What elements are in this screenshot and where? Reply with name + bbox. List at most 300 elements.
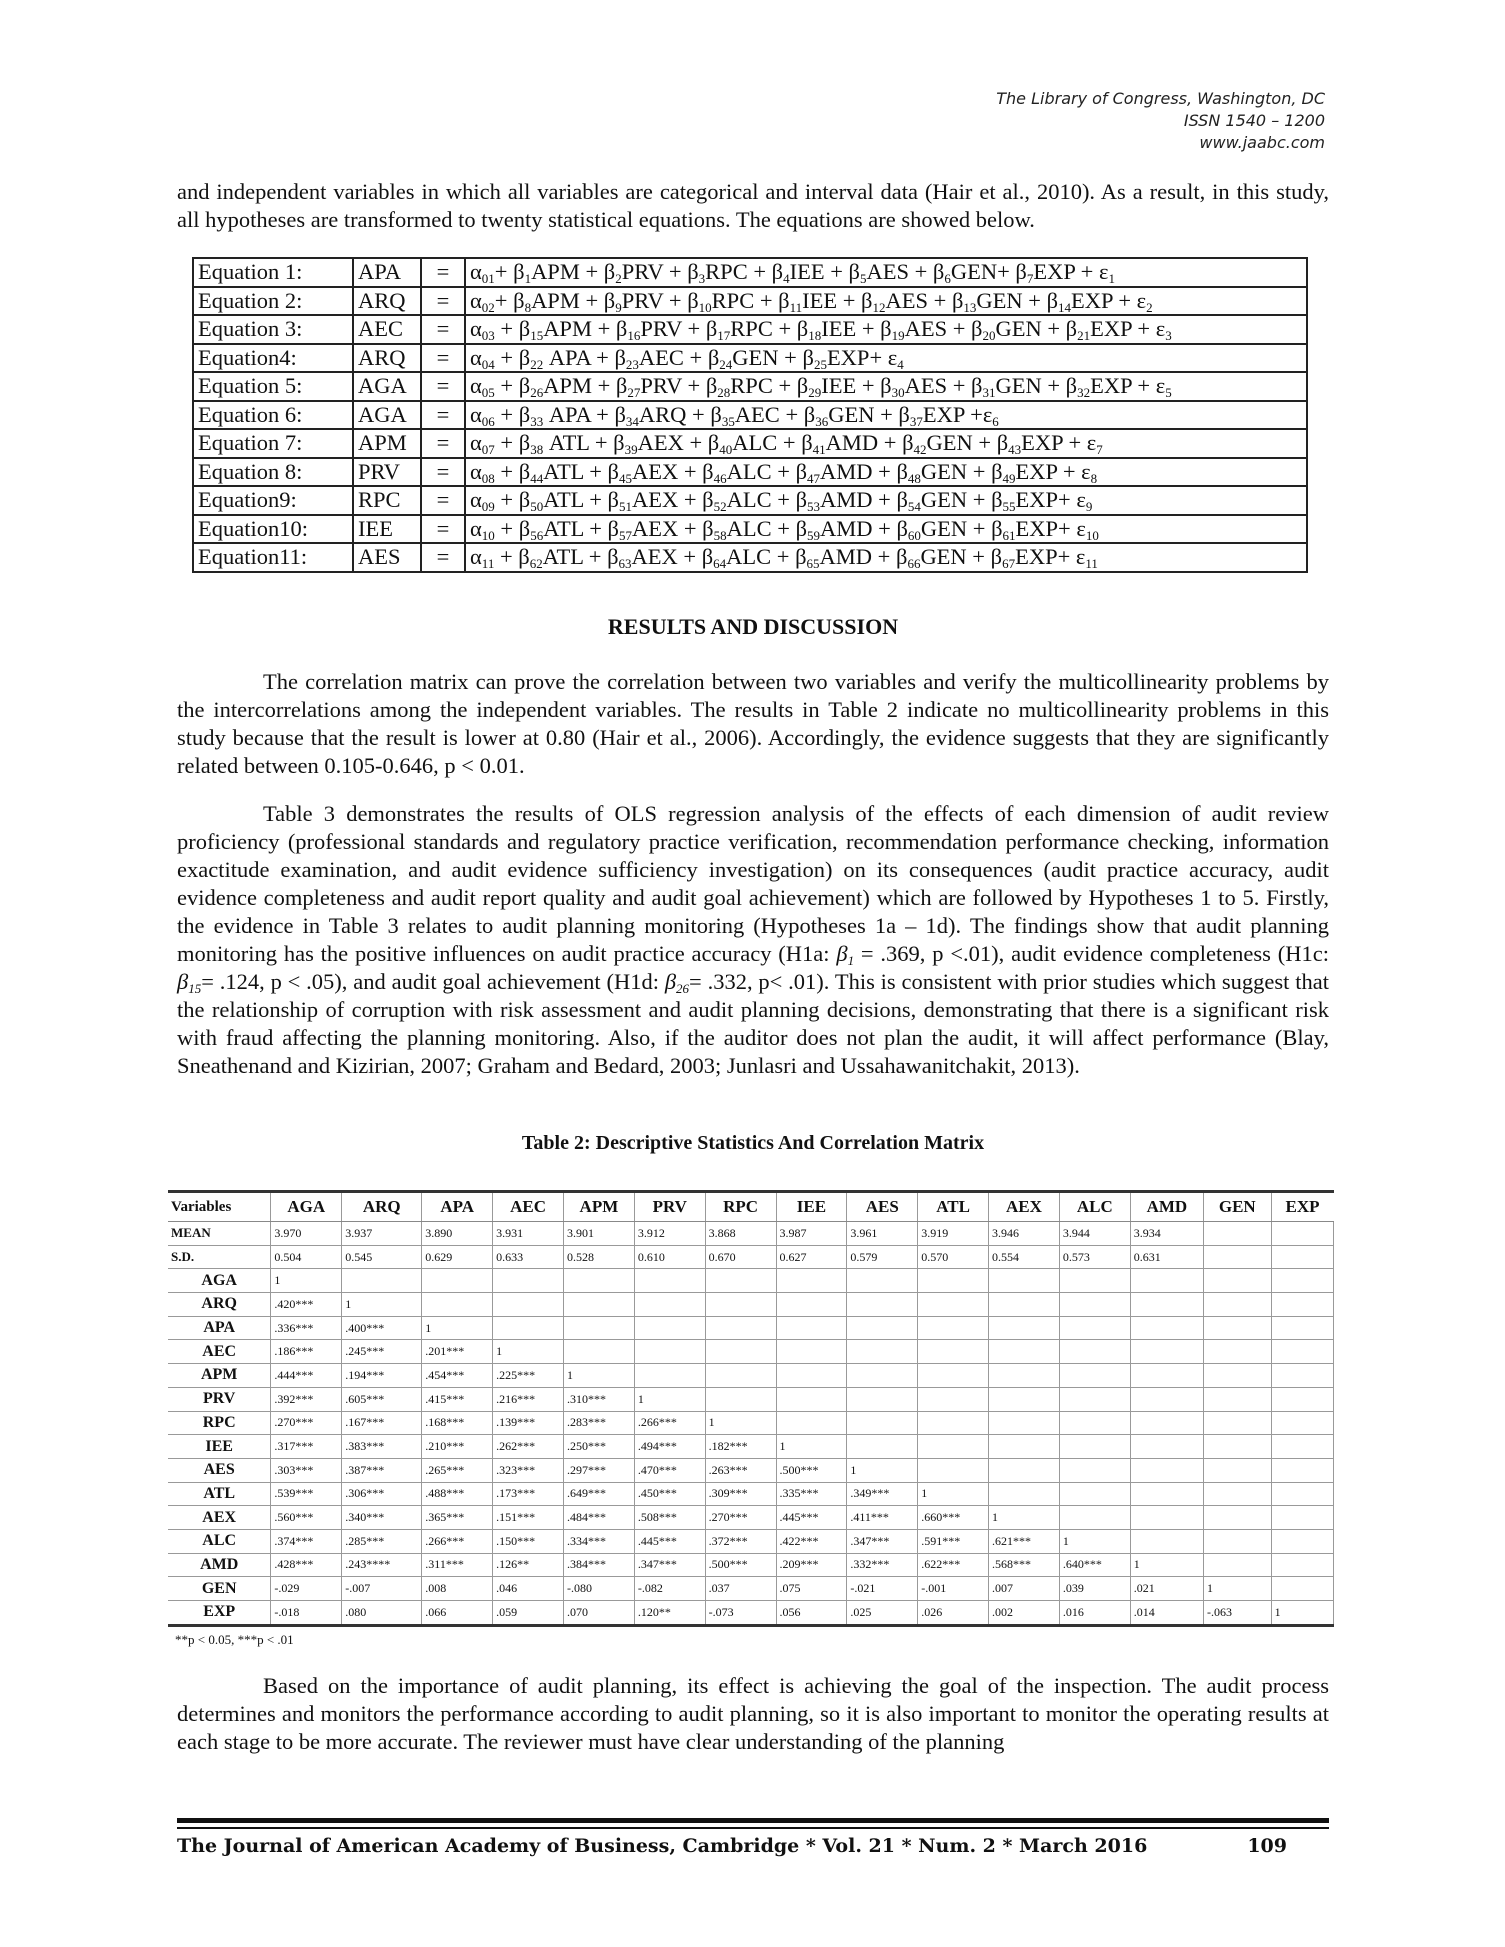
- table-cell: [989, 1435, 1060, 1459]
- table-cell: [1204, 1293, 1272, 1317]
- equation-rhs: $\alpha_{05} + \beta_{26}APM + \beta_{27}PRV + \beta_{28}RPC + \beta_{29}IEE + \beta_{30}AES + \beta_{31}GEN + \beta_{32}EXP + \varepsilon_5$: [465, 372, 1307, 401]
- table-cell: .494***: [634, 1435, 705, 1459]
- table-cell: [1204, 1458, 1272, 1482]
- journal-footer: [177, 1835, 1287, 1857]
- equation-row: [193, 429, 1307, 458]
- table-cell: 3.937: [342, 1222, 422, 1246]
- equation-rhs: $\alpha_{09} + \beta_{50}ATL + \beta_{51}AEX + \beta_{52}ALC + \beta_{53}AMD + \beta_{54}GEN + \beta_{55}EXP+ \varepsilon_9$: [465, 486, 1307, 515]
- column-header: AMD: [1130, 1192, 1203, 1222]
- table-cell: .016: [1059, 1601, 1130, 1626]
- equation-dependent: IEE: [353, 515, 421, 544]
- table-cell: .454***: [422, 1364, 493, 1388]
- table-cell: [634, 1316, 705, 1340]
- table-cell: .120**: [634, 1601, 705, 1626]
- table-cell: [1059, 1387, 1130, 1411]
- table-cell: .250***: [563, 1435, 634, 1459]
- page-number: 109: [1247, 1835, 1287, 1857]
- table-cell: .139***: [493, 1411, 564, 1435]
- table-cell: 1: [634, 1387, 705, 1411]
- table-cell: [422, 1269, 493, 1293]
- table-cell: .126**: [493, 1553, 564, 1577]
- table-cell: .539***: [271, 1482, 342, 1506]
- column-header: APM: [563, 1192, 634, 1222]
- table-cell: .026: [918, 1601, 989, 1626]
- table-row: [168, 1435, 1334, 1459]
- table-cell: .210***: [422, 1435, 493, 1459]
- table-row: [168, 1340, 1334, 1364]
- table-cell: .266***: [634, 1411, 705, 1435]
- column-header: Variables: [168, 1192, 271, 1222]
- table-cell: [1059, 1458, 1130, 1482]
- table-row: [168, 1577, 1334, 1601]
- table-cell: [1271, 1411, 1333, 1435]
- table-cell: 0.528: [563, 1245, 634, 1269]
- table-cell: [563, 1293, 634, 1317]
- column-header: AES: [847, 1192, 918, 1222]
- equation-label: Equation 3:: [193, 315, 353, 344]
- table-cell: 0.579: [847, 1245, 918, 1269]
- equation-dependent: APA: [353, 258, 421, 287]
- table-cell: 0.573: [1059, 1245, 1130, 1269]
- table-cell: [1271, 1293, 1333, 1317]
- equals-sign: =: [421, 486, 465, 515]
- table-cell: .059: [493, 1601, 564, 1626]
- table-row: [168, 1269, 1334, 1293]
- table-cell: [1204, 1482, 1272, 1506]
- equals-sign: =: [421, 287, 465, 316]
- table-cell: .263***: [705, 1458, 776, 1482]
- table-cell: [847, 1435, 918, 1459]
- running-header: [996, 88, 1325, 154]
- table-cell: .660***: [918, 1506, 989, 1530]
- table-cell: .266***: [422, 1529, 493, 1553]
- table-cell: [1271, 1458, 1333, 1482]
- table-cell: [776, 1411, 847, 1435]
- equation-row: [193, 258, 1307, 287]
- row-label: AGA: [168, 1269, 271, 1293]
- equation-row: [193, 486, 1307, 515]
- equation-rhs: $\alpha_{04} + \beta_{22}$ APA + $\beta_{23}AEC + \beta_{24}GEN + \beta_{25}EXP+ \varepsilon_4$: [465, 344, 1307, 373]
- row-label: PRV: [168, 1387, 271, 1411]
- equation-row: [193, 344, 1307, 373]
- table-cell: .605***: [342, 1387, 422, 1411]
- table-cell: [1204, 1435, 1272, 1459]
- table-cell: [989, 1269, 1060, 1293]
- table-cell: .484***: [563, 1506, 634, 1530]
- table-note: **p < 0.05, ***p < .01: [175, 1632, 294, 1647]
- equals-sign: =: [421, 543, 465, 572]
- table-cell: .007: [989, 1577, 1060, 1601]
- table-cell: .640***: [1059, 1553, 1130, 1577]
- table-cell: .046: [493, 1577, 564, 1601]
- equals-sign: =: [421, 458, 465, 487]
- table-cell: .374***: [271, 1529, 342, 1553]
- equation-rhs: $\alpha_{11} + \beta_{62}ATL + \beta_{63}AEX + \beta_{64}ALC + \beta_{65}AMD + \beta_{66}GEN + \beta_{67}EXP+ \varepsilon_{11}$: [465, 543, 1307, 572]
- table-cell: [705, 1316, 776, 1340]
- table-cell: .311***: [422, 1553, 493, 1577]
- table-cell: [918, 1458, 989, 1482]
- table-cell: [918, 1293, 989, 1317]
- table-cell: [1271, 1529, 1333, 1553]
- table-cell: 3.912: [634, 1222, 705, 1246]
- footer-rule-thin: [177, 1827, 1329, 1829]
- table-cell: .021: [1130, 1577, 1203, 1601]
- table-cell: .340***: [342, 1506, 422, 1530]
- table-cell: 1: [422, 1316, 493, 1340]
- correlation-table: [168, 1190, 1334, 1627]
- table-cell: .347***: [847, 1529, 918, 1553]
- equation-label: Equation 8:: [193, 458, 353, 487]
- table-cell: .309***: [705, 1482, 776, 1506]
- table-cell: [918, 1364, 989, 1388]
- table-cell: [1204, 1506, 1272, 1530]
- table-cell: .349***: [847, 1482, 918, 1506]
- equation-table: [192, 257, 1308, 573]
- table-cell: [634, 1293, 705, 1317]
- table-cell: 1: [493, 1340, 564, 1364]
- table-cell: [847, 1269, 918, 1293]
- table-cell: .372***: [705, 1529, 776, 1553]
- table-cell: 3.931: [493, 1222, 564, 1246]
- table-cell: -.063: [1204, 1601, 1272, 1626]
- table-cell: .014: [1130, 1601, 1203, 1626]
- table-cell: .025: [847, 1601, 918, 1626]
- table-cell: .168***: [422, 1411, 493, 1435]
- table-cell: [776, 1364, 847, 1388]
- table-cell: [1059, 1506, 1130, 1530]
- table-cell: 0.633: [493, 1245, 564, 1269]
- table-cell: .365***: [422, 1506, 493, 1530]
- table-cell: [1204, 1411, 1272, 1435]
- table-cell: 1: [776, 1435, 847, 1459]
- table-cell: [1130, 1316, 1203, 1340]
- row-label: EXP: [168, 1601, 271, 1626]
- header-line-2: ISSN 1540 – 1200: [1183, 111, 1325, 130]
- table-cell: .500***: [776, 1458, 847, 1482]
- table-cell: .151***: [493, 1506, 564, 1530]
- row-label: APA: [168, 1316, 271, 1340]
- table-row: [168, 1553, 1334, 1577]
- table-cell: .285***: [342, 1529, 422, 1553]
- table-cell: [1130, 1293, 1203, 1317]
- footer-rule: [177, 1818, 1329, 1823]
- table-cell: .225***: [493, 1364, 564, 1388]
- column-header: RPC: [705, 1192, 776, 1222]
- column-header: ALC: [1059, 1192, 1130, 1222]
- table-cell: .622***: [918, 1553, 989, 1577]
- table-cell: .392***: [271, 1387, 342, 1411]
- table-cell: .400***: [342, 1316, 422, 1340]
- table-cell: [1204, 1316, 1272, 1340]
- table-cell: 0.629: [422, 1245, 493, 1269]
- table-cell: [1271, 1222, 1333, 1246]
- table-cell: .194***: [342, 1364, 422, 1388]
- table-cell: [1204, 1364, 1272, 1388]
- table-cell: [422, 1293, 493, 1317]
- intro-paragraph: and independent variables in which all variables are categorical and interval data (Hair et al., 2010). As a result, in this study, all hypotheses are transformed to twenty statistical equations. The equations are showed below.: [177, 179, 1329, 232]
- table-cell: .310***: [563, 1387, 634, 1411]
- row-label: ATL: [168, 1482, 271, 1506]
- table-cell: .209***: [776, 1553, 847, 1577]
- table-cell: [705, 1340, 776, 1364]
- table-cell: [918, 1340, 989, 1364]
- table-cell: 1: [705, 1411, 776, 1435]
- table-cell: [989, 1482, 1060, 1506]
- table-cell: .008: [422, 1577, 493, 1601]
- table-cell: .621***: [989, 1529, 1060, 1553]
- equation-rhs: $\alpha_{10} + \beta_{56}ATL + \beta_{57}AEX + \beta_{58}ALC + \beta_{59}AMD + \beta_{60}GEN + \beta_{61}EXP+ \varepsilon_{10}$: [465, 515, 1307, 544]
- table-cell: [342, 1269, 422, 1293]
- table-cell: [1130, 1529, 1203, 1553]
- table-cell: .387***: [342, 1458, 422, 1482]
- table-cell: 3.961: [847, 1222, 918, 1246]
- paragraph-planning: Based on the importance of audit planning, its effect is achieving the goal of the inspection. The audit process determines and monitors the performance according to audit planning, so it is also important to monitor the operating results at each stage to be more accurate. The reviewer must have clear understanding of the planning: [177, 1673, 1329, 1754]
- table-cell: [1130, 1269, 1203, 1293]
- row-label: S.D.: [168, 1245, 271, 1269]
- table-cell: [918, 1316, 989, 1340]
- paragraph-regression: Table 3 demonstrates the results of OLS regression analysis of the effects of each dimension of audit review proficiency (professional standards and regulatory practice verification, recommendation performance checking, information exactitude examination, and audit evidence sufficiency investigation) on its consequences (audit practice accuracy, audit evidence completeness and audit report quality and audit goal achievement) which are followed by Hypotheses 1 to 5. Firstly, the evidence in Table 3 relates to audit planning monitoring (Hypotheses 1a – 1d). The findings show that audit planning monitoring has the positive influences on audit practice accuracy (H1a: $\beta_1 = .369$, p <.01), audit evidence completeness (H1c: $\beta_{15}= .124$, p < .05), and audit goal achievement (H1d: $\beta_{26}= .332$, p< .01). This is consistent with prior studies which suggest that the relationship of corruption with risk assessment and audit planning decisions, demonstrating that there is a significant risk with fraud affecting the planning monitoring. Also, if the auditor does not plan the audit, it will affect performance (Blay, Sneathenand and Kizirian, 2007; Graham and Bedard, 2003; Junlasri and Ussahawanitchakit, 2013).: [177, 801, 1329, 1078]
- table-cell: .075: [776, 1577, 847, 1601]
- table-cell: [1271, 1577, 1333, 1601]
- table-cell: .384***: [563, 1553, 634, 1577]
- table-cell: [1271, 1364, 1333, 1388]
- row-label: RPC: [168, 1411, 271, 1435]
- table-cell: .306***: [342, 1482, 422, 1506]
- table-cell: .201***: [422, 1340, 493, 1364]
- table-cell: 3.901: [563, 1222, 634, 1246]
- table-cell: [1059, 1411, 1130, 1435]
- table-cell: [776, 1316, 847, 1340]
- equals-sign: =: [421, 315, 465, 344]
- table-cell: [1204, 1529, 1272, 1553]
- table-cell: [705, 1269, 776, 1293]
- table-cell: .317***: [271, 1435, 342, 1459]
- column-header: GEN: [1204, 1192, 1272, 1222]
- table-cell: [705, 1293, 776, 1317]
- table-cell: [918, 1387, 989, 1411]
- table-cell: [1271, 1340, 1333, 1364]
- table-cell: .568***: [989, 1553, 1060, 1577]
- equation-label: Equation 1:: [193, 258, 353, 287]
- table-cell: 0.570: [918, 1245, 989, 1269]
- table-cell: .303***: [271, 1458, 342, 1482]
- row-label: IEE: [168, 1435, 271, 1459]
- table-cell: .450***: [634, 1482, 705, 1506]
- table-cell: 3.987: [776, 1222, 847, 1246]
- table-cell: .056: [776, 1601, 847, 1626]
- table-cell: 0.545: [342, 1245, 422, 1269]
- table-cell: .265***: [422, 1458, 493, 1482]
- table-cell: 3.890: [422, 1222, 493, 1246]
- table-cell: [776, 1269, 847, 1293]
- table-cell: 3.919: [918, 1222, 989, 1246]
- table-cell: [989, 1458, 1060, 1482]
- table-cell: [1204, 1553, 1272, 1577]
- table-cell: .262***: [493, 1435, 564, 1459]
- table-cell: 0.631: [1130, 1245, 1203, 1269]
- table-cell: [634, 1340, 705, 1364]
- equation-label: Equation 7:: [193, 429, 353, 458]
- table-cell: 3.946: [989, 1222, 1060, 1246]
- equals-sign: =: [421, 401, 465, 430]
- column-header: IEE: [776, 1192, 847, 1222]
- table-cell: .428***: [271, 1553, 342, 1577]
- equation-dependent: PRV: [353, 458, 421, 487]
- table-cell: [847, 1293, 918, 1317]
- table-cell: -.021: [847, 1577, 918, 1601]
- table-cell: [776, 1293, 847, 1317]
- equation-label: Equation4:: [193, 344, 353, 373]
- table-cell: [847, 1387, 918, 1411]
- table-row: [168, 1245, 1334, 1269]
- table-cell: [1204, 1340, 1272, 1364]
- table-cell: 1: [1271, 1601, 1333, 1626]
- equation-rhs: $\alpha_{07} + \beta_{38}$ ATL + $\beta_{39}AEX + \beta_{40}ALC + \beta_{41}AMD + \beta_{42}GEN + \beta_{43}EXP + \varepsilon_7$: [465, 429, 1307, 458]
- table-cell: 0.504: [271, 1245, 342, 1269]
- equals-sign: =: [421, 344, 465, 373]
- table-cell: [847, 1411, 918, 1435]
- table-cell: 1: [989, 1506, 1060, 1530]
- row-label: ALC: [168, 1529, 271, 1553]
- table-cell: [634, 1269, 705, 1293]
- table-cell: .649***: [563, 1482, 634, 1506]
- table-cell: .445***: [634, 1529, 705, 1553]
- table-cell: 1: [1059, 1529, 1130, 1553]
- table-cell: [1130, 1387, 1203, 1411]
- row-label: APM: [168, 1364, 271, 1388]
- footer-journal: The Journal of American Academy of Business, Cambridge * Vol. 21 * Num. 2 * March 2016: [177, 1835, 1148, 1857]
- table-cell: 3.970: [271, 1222, 342, 1246]
- table-cell: .415***: [422, 1387, 493, 1411]
- table-cell: 3.934: [1130, 1222, 1203, 1246]
- table-cell: [1271, 1269, 1333, 1293]
- table-cell: [1204, 1269, 1272, 1293]
- table-cell: .080: [342, 1601, 422, 1626]
- table-cell: [776, 1387, 847, 1411]
- table-cell: [493, 1293, 564, 1317]
- table-cell: .444***: [271, 1364, 342, 1388]
- table-cell: .336***: [271, 1316, 342, 1340]
- equation-label: Equation9:: [193, 486, 353, 515]
- table-cell: .243****: [342, 1553, 422, 1577]
- table-cell: [989, 1387, 1060, 1411]
- table-cell: 0.627: [776, 1245, 847, 1269]
- table-cell: .422***: [776, 1529, 847, 1553]
- table-cell: [1130, 1340, 1203, 1364]
- row-label: AEC: [168, 1340, 271, 1364]
- table-cell: .445***: [776, 1506, 847, 1530]
- table-cell: .066: [422, 1601, 493, 1626]
- table-row: [168, 1506, 1334, 1530]
- table-cell: [1130, 1435, 1203, 1459]
- table-cell: .002: [989, 1601, 1060, 1626]
- row-label: MEAN: [168, 1222, 271, 1246]
- equation-rhs: $\alpha_{01}+ \beta_1APM + \beta_2PRV + \beta_3RPC + \beta_4IEE + \beta_5AES + \beta_6GEN+ \beta_7EXP + \varepsilon_1$: [465, 258, 1307, 287]
- column-header: ARQ: [342, 1192, 422, 1222]
- table-cell: [1059, 1316, 1130, 1340]
- table-cell: .420***: [271, 1293, 342, 1317]
- table-cell: .270***: [271, 1411, 342, 1435]
- table-cell: [1271, 1482, 1333, 1506]
- equals-sign: =: [421, 258, 465, 287]
- table-cell: [1204, 1245, 1272, 1269]
- table-cell: .323***: [493, 1458, 564, 1482]
- table-cell: .245***: [342, 1340, 422, 1364]
- table-cell: 0.610: [634, 1245, 705, 1269]
- equation-row: [193, 515, 1307, 544]
- table-cell: [563, 1316, 634, 1340]
- table-cell: [634, 1364, 705, 1388]
- equation-dependent: AES: [353, 543, 421, 572]
- table-cell: 1: [1204, 1577, 1272, 1601]
- table-cell: .332***: [847, 1553, 918, 1577]
- table-cell: [918, 1435, 989, 1459]
- equation-row: [193, 458, 1307, 487]
- table-cell: .411***: [847, 1506, 918, 1530]
- table-cell: [705, 1364, 776, 1388]
- section-title: RESULTS AND DISCUSSION: [607, 614, 899, 639]
- column-header: EXP: [1271, 1192, 1333, 1222]
- table-cell: .182***: [705, 1435, 776, 1459]
- table-cell: .186***: [271, 1340, 342, 1364]
- table-cell: [989, 1316, 1060, 1340]
- table-cell: [1271, 1506, 1333, 1530]
- equation-dependent: AGA: [353, 372, 421, 401]
- column-header: ATL: [918, 1192, 989, 1222]
- equation-row: [193, 372, 1307, 401]
- table-cell: [1059, 1482, 1130, 1506]
- paragraph-correlation: The correlation matrix can prove the correlation between two variables and verify the multicollinearity problems by the intercorrelations among the independent variables. The results in Table 2 indicate no multicollinearity problems in this study because that the result is lower at 0.80 (Hair et al., 2006). Accordingly, the evidence suggests that they are significantly related between 0.105-0.646, p < 0.01.: [177, 669, 1329, 778]
- table-cell: -.018: [271, 1601, 342, 1626]
- equation-dependent: ARQ: [353, 287, 421, 316]
- header-line-1: The Library of Congress, Washington, DC: [996, 89, 1325, 108]
- table-cell: .383***: [342, 1435, 422, 1459]
- equation-row: [193, 401, 1307, 430]
- table-cell: 0.554: [989, 1245, 1060, 1269]
- table-row: [168, 1364, 1334, 1388]
- table-cell: [1130, 1364, 1203, 1388]
- equation-rhs: $\alpha_{02}+ \beta_8APM + \beta_9PRV + \beta_{10}RPC + \beta_{11}IEE + \beta_{12}AES + \beta_{13}GEN + \beta_{14}EXP + \varepsilon_2$: [465, 287, 1307, 316]
- table-cell: .270***: [705, 1506, 776, 1530]
- equation-rhs: $\alpha_{03} + \beta_{15}APM + \beta_{16}PRV + \beta_{17}RPC + \beta_{18}IEE + \beta_{19}AES + \beta_{20}GEN + \beta_{21}EXP + \varepsilon_3$: [465, 315, 1307, 344]
- table-cell: .500***: [705, 1553, 776, 1577]
- equals-sign: =: [421, 429, 465, 458]
- table-cell: [1130, 1506, 1203, 1530]
- table-cell: [1059, 1269, 1130, 1293]
- equation-label: Equation 2:: [193, 287, 353, 316]
- row-label: GEN: [168, 1577, 271, 1601]
- table-cell: [1059, 1293, 1130, 1317]
- table-row: [168, 1482, 1334, 1506]
- table-cell: [1130, 1458, 1203, 1482]
- equation-rhs: $\alpha_{06} + \beta_{33}$ APA + $\beta_{34}ARQ + \beta_{35}AEC + \beta_{36}GEN + \beta_{37}EXP +\varepsilon_6$: [465, 401, 1307, 430]
- table-cell: .216***: [493, 1387, 564, 1411]
- table-cell: [563, 1340, 634, 1364]
- table-cell: [847, 1364, 918, 1388]
- table-cell: .283***: [563, 1411, 634, 1435]
- table-cell: .297***: [563, 1458, 634, 1482]
- column-header: AEC: [493, 1192, 564, 1222]
- table-cell: [1130, 1482, 1203, 1506]
- table-cell: .039: [1059, 1577, 1130, 1601]
- equation-dependent: AGA: [353, 401, 421, 430]
- table-cell: -.080: [563, 1577, 634, 1601]
- column-header: AGA: [271, 1192, 342, 1222]
- table-cell: .150***: [493, 1529, 564, 1553]
- table-row: [168, 1387, 1334, 1411]
- equals-sign: =: [421, 515, 465, 544]
- header-line-3: www.jaabc.com: [1199, 133, 1325, 152]
